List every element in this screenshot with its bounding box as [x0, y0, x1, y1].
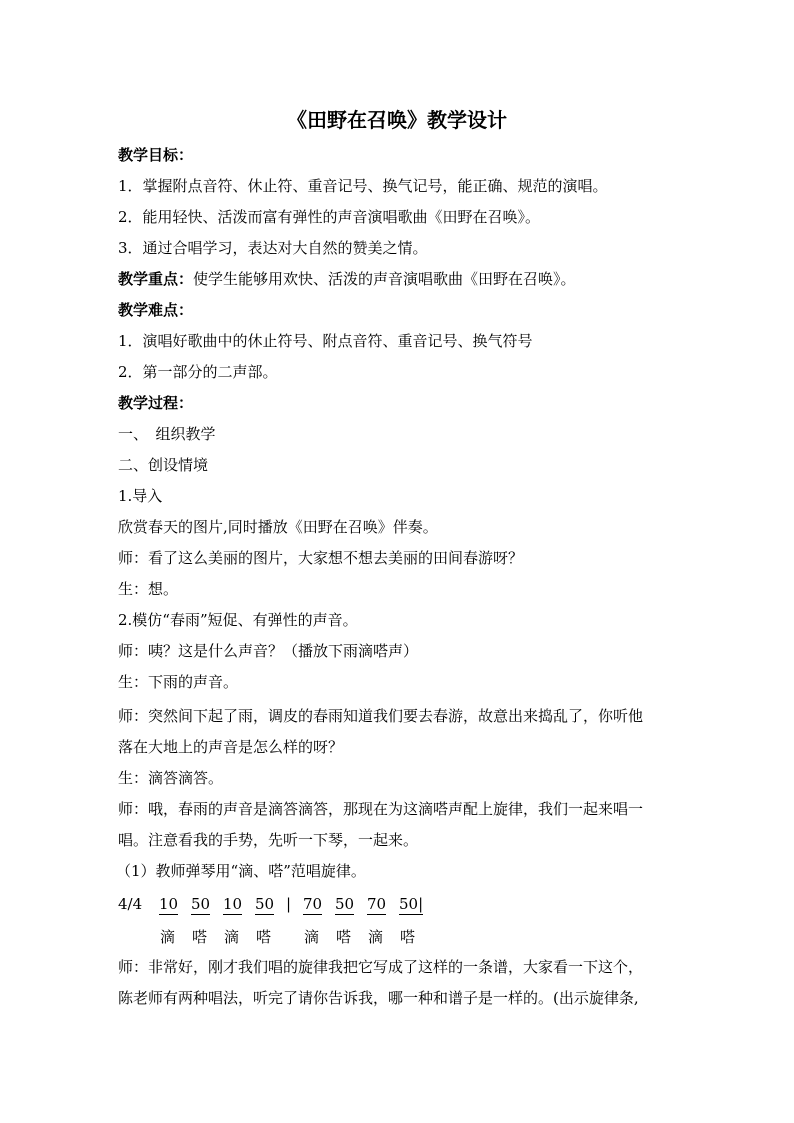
note: 70 — [367, 895, 387, 913]
objective-item: 2．能用轻快、活泼而富有弹性的声音演唱歌曲《田野在召唤》。 — [118, 208, 541, 226]
process-line: 师：突然间下起了雨，调皮的春雨知道我们要去春游，故意出来捣乱了，你听他 — [118, 707, 644, 725]
lyric: 滴 — [304, 928, 320, 946]
process-line: （1）教师弹琴用“滴、嗒”范唱旋律。 — [116, 862, 366, 880]
process-line: 一、 组织教学 — [118, 425, 216, 443]
process-line: 落在大地上的声音是怎么样的呀？ — [118, 738, 344, 756]
process-line: 唱。注意看我的手势，先听一下琴，一起来。 — [118, 831, 419, 849]
lyric: 嗒 — [192, 928, 208, 946]
difficulty-heading: 教学难点： — [118, 301, 194, 319]
document-title: 《田野在召唤》教学设计 — [287, 108, 507, 132]
process-line: 欣赏春天的图片,同时播放《田野在召唤》伴奏。 — [118, 518, 438, 536]
key-point-label: 教学重点： — [118, 270, 194, 288]
process-line: 生：想。 — [118, 580, 179, 598]
process-line: 2.模仿“春雨”短促、有弹性的声音。 — [118, 611, 358, 629]
lyric: 滴 — [224, 928, 240, 946]
objective-item: 1．掌握附点音符、休止符、重音记号、换气记号，能正确、规范的演唱。 — [118, 177, 608, 195]
process-line: 陈老师有两种唱法，听完了请你告诉我，哪一种和谱子是一样的。(出示旋律条, — [118, 989, 639, 1007]
lyric: 滴 — [160, 928, 176, 946]
difficulty-item: 2．第一部分的二声部。 — [118, 363, 278, 381]
note: 50| — [399, 895, 424, 913]
key-point-paragraph — [118, 270, 576, 288]
note: 50 — [335, 895, 355, 913]
process-line: 生：下雨的声音。 — [118, 673, 239, 691]
difficulty-item: 1．演唱好歌曲中的休止符号、附点音符、重音记号、换气符号 — [118, 332, 533, 350]
process-line: 师：哦，春雨的声音是滴答滴答，那现在为这滴嗒声配上旋律，我们一起来唱一 — [118, 800, 644, 818]
lyric: 滴 — [368, 928, 384, 946]
process-line: 师：咦？这是什么声音？（播放下雨滴嗒声） — [118, 642, 419, 660]
process-line: 师：看了这么美丽的图片，大家想不想去美丽的田间春游呀？ — [118, 549, 524, 567]
note: 50 — [191, 895, 211, 913]
time-signature: 4/4 — [118, 895, 143, 913]
note: 10 — [159, 895, 179, 913]
key-point-text: 使学生能够用欢快、活泼的声音演唱歌曲《田野在召唤》。 — [193, 270, 576, 288]
bar-line: | — [286, 895, 292, 913]
process-line: 二、创设情境 — [118, 456, 209, 474]
note: 10 — [223, 895, 243, 913]
process-line: 师：非常好，刚才我们唱的旋律我把它写成了这样的一条谱，大家看一下这个， — [118, 958, 644, 976]
objective-item: 3．通过合唱学习，表达对大自然的赞美之情。 — [118, 239, 428, 257]
note: 50 — [255, 895, 275, 913]
objectives-heading: 教学目标： — [118, 146, 194, 164]
process-line: 1.导入 — [118, 487, 163, 505]
process-heading: 教学过程： — [118, 394, 194, 412]
lyric: 嗒 — [256, 928, 272, 946]
process-line: 生：滴答滴答。 — [118, 769, 224, 787]
lyric: 嗒 — [336, 928, 352, 946]
note: 70 — [303, 895, 323, 913]
lyric: 嗒 — [400, 928, 416, 946]
